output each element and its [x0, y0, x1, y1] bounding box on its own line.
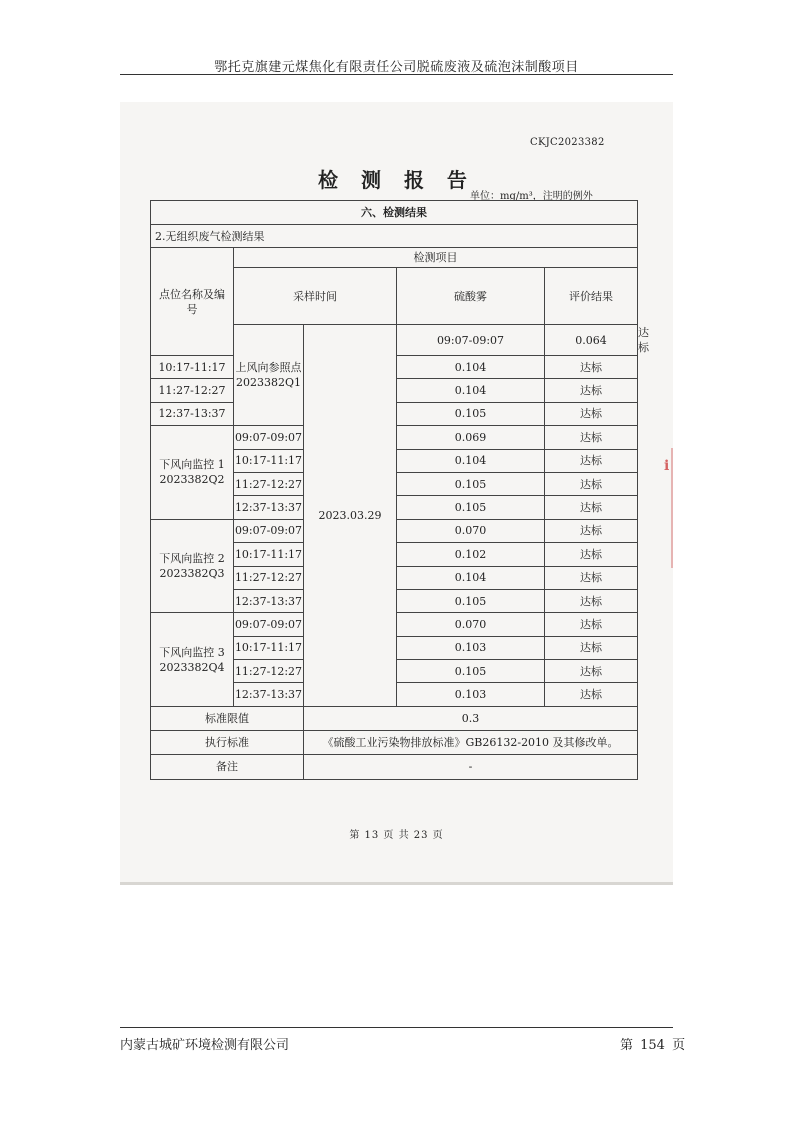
sampling-time-cell: 12:37-13:37 [234, 496, 304, 519]
standard-label: 执行标准 [151, 730, 304, 754]
report-title: 检 测 报 告 [318, 168, 475, 192]
point-cell [151, 613, 234, 707]
measured-value-cell: 0.105 [397, 402, 545, 425]
table-row [151, 730, 638, 754]
sampling-time-cell: 11:27-12:27 [234, 566, 304, 589]
standard-value: 《硫酸工业污染物排放标准》GB26132-2010 及其修改单。 [304, 730, 638, 754]
footer-company: 内蒙古城矿环境检测有限公司 [120, 1038, 290, 1053]
evaluation-cell: 达标 [545, 543, 638, 566]
evaluation-cell: 达标 [545, 472, 638, 495]
evaluation-cell: 达标 [545, 566, 638, 589]
measured-value-cell: 0.104 [397, 566, 545, 589]
evaluation-cell: 达标 [545, 683, 638, 706]
measured-value-cell: 0.105 [397, 660, 545, 683]
measured-value-cell: 0.104 [397, 356, 545, 379]
sampling-time-cell: 09:07-09:07 [234, 519, 304, 542]
header-divider [120, 74, 673, 75]
sampling-time-cell: 10:17-11:17 [234, 449, 304, 472]
table-row [151, 706, 638, 730]
measured-value-cell: 0.070 [397, 519, 545, 542]
scan-edge [120, 882, 673, 885]
sampling-time-cell: 12:37-13:37 [234, 683, 304, 706]
measured-value-cell: 0.105 [397, 496, 545, 519]
evaluation-cell: 达标 [545, 496, 638, 519]
document-header-title: 鄂托克旗建元煤焦化有限责任公司脱硫废液及硫泡沫制酸项目 [214, 60, 579, 75]
report-number: CKJC2023382 [530, 137, 605, 148]
table-row [151, 754, 638, 779]
header-test-items: 检测项目 [234, 248, 638, 268]
sampling-time-cell: 09:07-09:07 [234, 426, 304, 449]
evaluation-cell: 达标 [545, 449, 638, 472]
point-cell [151, 426, 234, 520]
point-name: 下风向监控 3 [159, 645, 225, 659]
sampling-time-cell: 11:27-12:27 [151, 379, 234, 402]
footer-divider [120, 1027, 673, 1028]
limit-value: 0.3 [304, 706, 638, 730]
sampling-time-cell: 12:37-13:37 [234, 589, 304, 612]
footer-page-number: 第 154 页 [620, 1038, 686, 1053]
measured-value-cell: 0.064 [545, 325, 638, 356]
point-name: 下风向监控 1 [159, 458, 225, 472]
section-title: 六、检测结果 [151, 201, 638, 225]
subsection-title: 2.无组织废气检测结果 [151, 225, 638, 248]
header-evaluation: 评价结果 [545, 268, 638, 325]
limit-label: 标准限值 [151, 706, 304, 730]
sampling-time-cell: 11:27-12:27 [234, 472, 304, 495]
header-sulfuric-acid-mist: 硫酸雾 [397, 268, 545, 325]
point-code: 2023382Q3 [159, 567, 225, 581]
sampling-time-cell: 11:27-12:27 [234, 660, 304, 683]
header-sampling-time: 采样时间 [234, 268, 397, 325]
point-name: 上风向参照点 [235, 361, 302, 375]
evaluation-cell: 达标 [545, 379, 638, 402]
evaluation-cell: 达标 [545, 402, 638, 425]
evaluation-cell: 达标 [545, 660, 638, 683]
unit-note: 单位：mg/m³，注明的例外 [470, 191, 593, 202]
point-code: 2023382Q1 [235, 376, 301, 390]
sampling-date: 2023.03.29 [304, 325, 397, 707]
measured-value-cell: 0.105 [397, 472, 545, 495]
seal-fragment-mark: i [664, 458, 670, 474]
point-cell [151, 519, 234, 613]
inner-page-number: 第 13 页 共 23 页 [349, 830, 444, 841]
point-cell [234, 325, 304, 426]
evaluation-cell: 达标 [545, 636, 638, 659]
results-table [150, 200, 638, 780]
measured-value-cell: 0.104 [397, 449, 545, 472]
evaluation-cell: 达标 [545, 356, 638, 379]
remark-label: 备注 [151, 754, 304, 779]
sampling-time-cell: 09:07-09:07 [397, 325, 545, 356]
evaluation-cell: 达标 [545, 519, 638, 542]
measured-value-cell: 0.070 [397, 613, 545, 636]
measured-value-cell: 0.103 [397, 636, 545, 659]
measured-value-cell: 0.102 [397, 543, 545, 566]
evaluation-cell: 达标 [545, 613, 638, 636]
point-code: 2023382Q4 [159, 660, 225, 674]
measured-value-cell: 0.103 [397, 683, 545, 706]
sampling-time-cell: 09:07-09:07 [234, 613, 304, 636]
sampling-time-cell: 12:37-13:37 [151, 402, 234, 425]
sampling-time-cell: 10:17-11:17 [234, 543, 304, 566]
measured-value-cell: 0.104 [397, 379, 545, 402]
measured-value-cell: 0.105 [397, 589, 545, 612]
remark-value: - [304, 754, 638, 779]
point-name: 下风向监控 2 [159, 552, 225, 566]
header-point-name: 点位名称及编号 [151, 248, 234, 356]
evaluation-cell: 达标 [545, 589, 638, 612]
sampling-time-cell: 10:17-11:17 [234, 636, 304, 659]
evaluation-cell: 达标 [545, 426, 638, 449]
measured-value-cell: 0.069 [397, 426, 545, 449]
point-code: 2023382Q2 [159, 473, 225, 487]
sampling-time-cell: 10:17-11:17 [151, 356, 234, 379]
